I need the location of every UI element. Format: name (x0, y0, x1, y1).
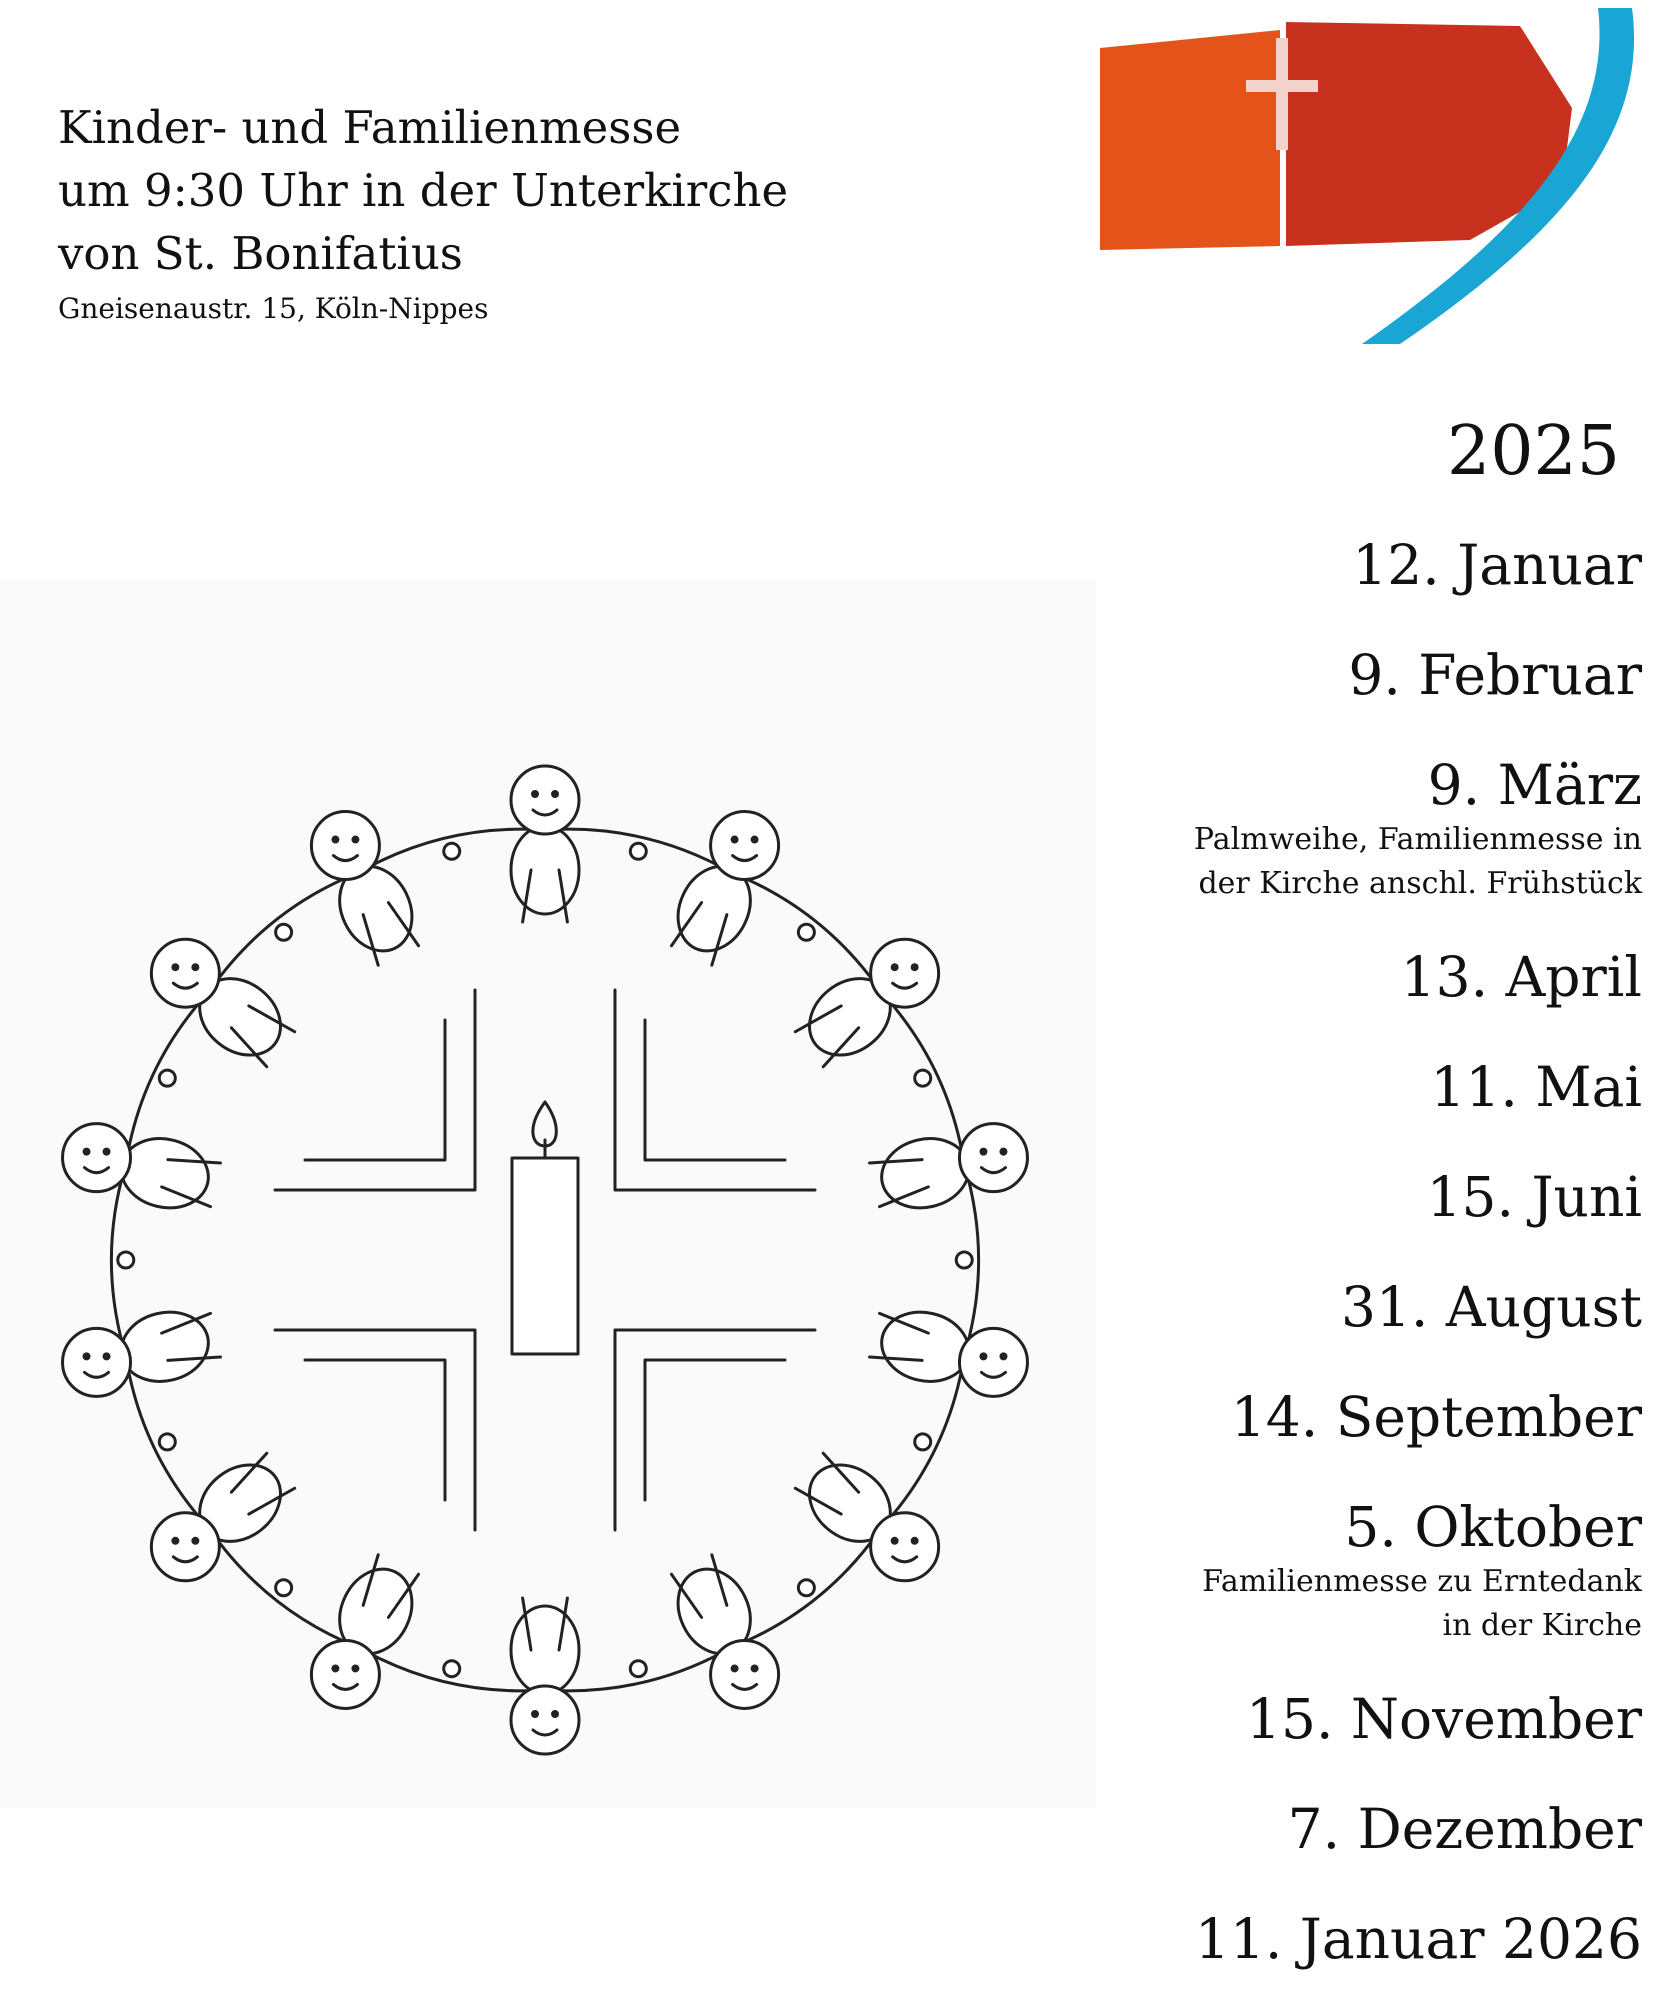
child-eye (553, 792, 558, 797)
child-head (959, 1124, 1027, 1192)
child-head (959, 1328, 1027, 1396)
date-text: 15. November (1245, 1687, 1642, 1751)
date-entry (1082, 1274, 1642, 1340)
hand (915, 1070, 931, 1086)
hand (798, 924, 814, 940)
child-figure (870, 1304, 1028, 1397)
date-entry (1082, 1384, 1642, 1450)
child-head (871, 1513, 939, 1581)
child-figure (794, 1449, 938, 1581)
date-entry (1082, 1494, 1642, 1648)
date-note: Palmweihe, Familienmesse in (1193, 822, 1642, 857)
date-entry (1082, 532, 1642, 598)
child-eye (553, 1712, 558, 1717)
child-eye (104, 1149, 109, 1154)
year-title: 2025 (1446, 412, 1620, 491)
header-time-location: um 9:30 Uhr in der Unterkirche (58, 164, 789, 217)
logo-orange-shape (1100, 30, 1280, 250)
child-eye (333, 1666, 338, 1671)
hand (798, 1580, 814, 1596)
child-eye (173, 1538, 178, 1543)
child-head (151, 939, 219, 1007)
dates-list (1082, 532, 1642, 1972)
child-figure (870, 1124, 1028, 1217)
date-text: 13. April (1400, 945, 1642, 1009)
date-entry (1082, 944, 1642, 1010)
child-eye (752, 837, 757, 842)
child-figure (664, 1555, 778, 1709)
child-eye (1001, 1149, 1006, 1154)
hand (159, 1434, 175, 1450)
date-entry (1082, 1686, 1642, 1752)
child-eye (84, 1354, 89, 1359)
candle-icon (512, 1102, 578, 1354)
child-eye (353, 837, 358, 842)
header-title: Kinder- und Familienmesse (58, 101, 682, 154)
hand (159, 1070, 175, 1086)
hand (276, 924, 292, 940)
child-head (311, 812, 379, 880)
child-eye (84, 1149, 89, 1154)
event-header (58, 96, 788, 331)
child-eye (173, 965, 178, 970)
child-body (511, 826, 579, 914)
child-eye (912, 1538, 917, 1543)
child-head (711, 812, 779, 880)
date-entry (1082, 1164, 1642, 1230)
child-figure (151, 939, 295, 1071)
child-eye (981, 1149, 986, 1154)
child-head (63, 1328, 131, 1396)
cross-outline-line (305, 1360, 445, 1500)
hand (276, 1580, 292, 1596)
child-eye (752, 1666, 757, 1671)
hand (118, 1252, 134, 1268)
child-head (151, 1513, 219, 1581)
header-address: Gneisenaustr. 15, Köln-Nippes (58, 292, 489, 325)
child-figure (794, 939, 938, 1071)
child-eye (104, 1354, 109, 1359)
child-eye (353, 1666, 358, 1671)
date-text: 11. Januar 2026 (1194, 1907, 1642, 1971)
cross-outline-line (305, 1020, 445, 1160)
child-eye (912, 965, 917, 970)
hand (444, 1661, 460, 1677)
cross-outline-line (645, 1020, 785, 1160)
child-figure (311, 1555, 425, 1709)
child-head (311, 1640, 379, 1708)
child-eye (732, 1666, 737, 1671)
hand (630, 1661, 646, 1677)
child-eye (892, 1538, 897, 1543)
date-note: in der Kirche (1442, 1608, 1642, 1643)
child-head (511, 766, 579, 834)
child-figure (311, 812, 425, 966)
child-eye (533, 792, 538, 797)
date-entry (1082, 1054, 1642, 1120)
child-eye (892, 965, 897, 970)
date-note: Familienmesse zu Erntedank (1202, 1564, 1642, 1599)
child-eye (193, 1538, 198, 1543)
date-entry (1082, 1796, 1642, 1862)
hand (915, 1434, 931, 1450)
date-entry (1082, 642, 1642, 708)
date-text: 9. Februar (1348, 643, 1642, 707)
header-church: von St. Bonifatius (58, 227, 463, 280)
child-figure (511, 766, 579, 922)
child-head (871, 939, 939, 1007)
child-figure (664, 812, 778, 966)
date-text: 14. September (1230, 1385, 1642, 1449)
hand (630, 843, 646, 859)
date-text: 7. Dezember (1287, 1797, 1642, 1861)
church-logo-icon (1100, 8, 1640, 348)
date-entry (1082, 752, 1642, 906)
date-text: 11. Mai (1430, 1055, 1642, 1119)
child-eye (193, 965, 198, 970)
logo-cross-vertical (1276, 38, 1288, 150)
child-eye (533, 1712, 538, 1717)
child-eye (981, 1354, 986, 1359)
date-text: 12. Januar (1352, 533, 1642, 597)
child-figure (63, 1304, 221, 1397)
child-figure (511, 1598, 579, 1754)
date-text: 9. März (1427, 753, 1642, 817)
date-text: 15. Juni (1426, 1165, 1642, 1229)
child-figure (63, 1124, 221, 1217)
child-body (511, 1606, 579, 1694)
child-figure (151, 1449, 295, 1581)
child-head (511, 1686, 579, 1754)
date-text: 31. August (1340, 1275, 1642, 1339)
child-eye (732, 837, 737, 842)
date-text: 5. Oktober (1344, 1495, 1642, 1559)
date-entry (1082, 1906, 1642, 1972)
hand (444, 843, 460, 859)
child-eye (333, 837, 338, 842)
logo-cross-horizontal (1246, 80, 1318, 92)
children-circle-drawing (0, 580, 1096, 1808)
child-head (63, 1124, 131, 1192)
date-note: der Kirche anschl. Frühstück (1198, 866, 1642, 901)
child-head (711, 1640, 779, 1708)
child-eye (1001, 1354, 1006, 1359)
hand (956, 1252, 972, 1268)
cross-outline-line (645, 1360, 785, 1500)
